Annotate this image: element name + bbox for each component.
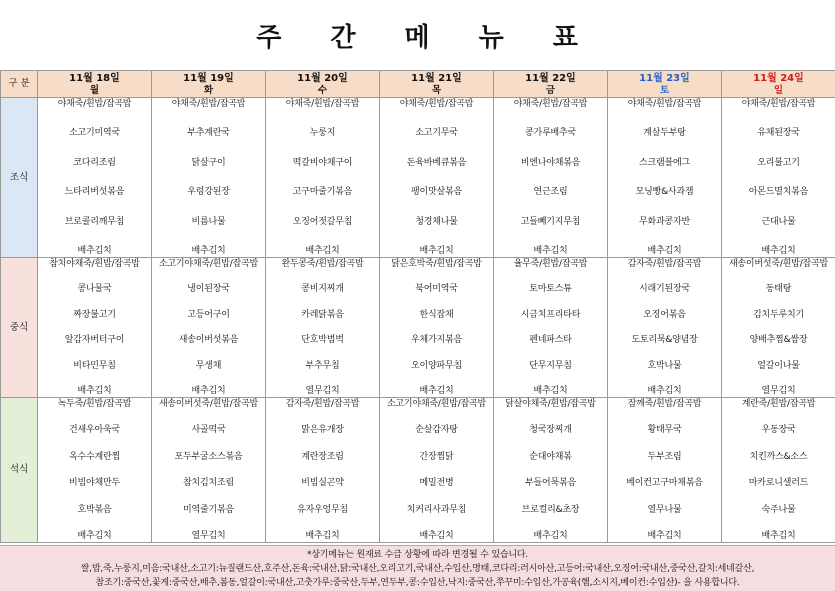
day-weekday: 토 bbox=[659, 84, 670, 96]
day-header bbox=[380, 71, 494, 98]
menu-item: 계살두부탕 bbox=[643, 128, 686, 139]
menu-item: 우렁강된장 bbox=[187, 187, 230, 198]
day-header bbox=[494, 71, 608, 98]
menu-item: 무생채 bbox=[195, 360, 222, 371]
day-weekday: 월 bbox=[89, 84, 100, 96]
menu-item: 청경채나물 bbox=[415, 216, 458, 227]
title-char: 메 bbox=[404, 22, 431, 53]
menu-item: 오리불고기 bbox=[757, 157, 800, 168]
menu-item: 청국장찌개 bbox=[529, 425, 572, 436]
menu-item: 치커리사과무침 bbox=[406, 504, 467, 515]
menu-cell bbox=[266, 98, 380, 258]
menu-items bbox=[266, 259, 379, 397]
menu-item: 콩가루배추국 bbox=[525, 128, 576, 139]
menu-item: 배추김치 bbox=[77, 246, 112, 257]
menu-item: 브로컬리&초장 bbox=[521, 504, 580, 515]
menu-item: 연근조림 bbox=[533, 187, 568, 198]
menu-items bbox=[722, 99, 835, 257]
menu-item: 야채죽/흰밥/잡곡밥 bbox=[57, 98, 132, 109]
menu-item: 부추계란국 bbox=[187, 128, 230, 139]
menu-item: 계란죽/흰밥/잡곡밥 bbox=[741, 398, 816, 409]
corner-label: 구 분 bbox=[1, 71, 38, 98]
menu-item: 녹두죽/흰밥/잡곡밥 bbox=[57, 398, 132, 409]
menu-item: 배추김치 bbox=[77, 386, 112, 397]
menu-item: 단무지무침 bbox=[529, 360, 572, 371]
day-weekday: 화 bbox=[203, 84, 214, 96]
day-weekday: 일 bbox=[773, 84, 784, 96]
menu-item: 고구마줄기볶음 bbox=[292, 187, 353, 198]
menu-item: 부추무침 bbox=[305, 360, 340, 371]
menu-item: 포두부굴소스볶음 bbox=[174, 451, 243, 462]
menu-cell bbox=[722, 258, 835, 398]
day-date: 11월 19일 bbox=[183, 72, 234, 84]
day-weekday: 목 bbox=[431, 84, 442, 96]
menu-items bbox=[494, 99, 607, 257]
meal-label: 석식 bbox=[1, 398, 38, 543]
menu-item: 소고기무국 bbox=[415, 128, 458, 139]
menu-item: 토마토스튜 bbox=[529, 284, 572, 295]
menu-item: 배추김치 bbox=[761, 246, 796, 257]
menu-item: 북어미역국 bbox=[415, 284, 458, 295]
menu-item: 소고기야채죽/흰밥/잡곡밥 bbox=[386, 398, 487, 409]
title-char: 주 bbox=[256, 22, 283, 53]
day-header bbox=[38, 71, 152, 98]
title-char: 뉴 bbox=[478, 22, 505, 53]
menu-item: 메밀전병 bbox=[419, 478, 454, 489]
menu-item: 짜장불고기 bbox=[73, 309, 116, 320]
menu-item: 야채죽/흰밥/잡곡밥 bbox=[399, 98, 474, 109]
menu-item: 비빔야채만두 bbox=[69, 478, 120, 489]
menu-item: 순대야채볶 bbox=[529, 451, 572, 462]
menu-item: 황태무국 bbox=[647, 425, 682, 436]
menu-item: 오이양파무침 bbox=[411, 360, 462, 371]
day-header bbox=[608, 71, 722, 98]
menu-item: 배추김치 bbox=[305, 246, 340, 257]
menu-item: 얼갈이나물 bbox=[757, 360, 800, 371]
menu-item: 비타민무침 bbox=[73, 360, 116, 371]
menu-item: 열무김치 bbox=[761, 386, 796, 397]
menu-item: 간장찜닭 bbox=[419, 451, 454, 462]
menu-item: 옥수수계란찜 bbox=[69, 451, 120, 462]
menu-item: 배추김치 bbox=[761, 531, 796, 542]
menu-cell bbox=[266, 398, 380, 543]
menu-item: 베이컨고구마채볶음 bbox=[626, 478, 703, 489]
menu-items bbox=[494, 399, 607, 542]
menu-item: 율무죽/흰밥/잡곡밥 bbox=[513, 258, 588, 269]
menu-cell bbox=[494, 98, 608, 258]
header-row bbox=[1, 71, 835, 98]
menu-item: 숙주나물 bbox=[761, 504, 796, 515]
menu-item: 돈육바베큐볶음 bbox=[406, 157, 467, 168]
menu-item: 콩비지찌개 bbox=[301, 284, 344, 295]
menu-item: 미역줄기볶음 bbox=[183, 504, 234, 515]
menu-item: 도토리묵&양념장 bbox=[631, 335, 698, 346]
menu-cell bbox=[722, 98, 835, 258]
menu-item: 느타리버섯볶음 bbox=[64, 187, 125, 198]
footer-notice-text: *상기메뉴는 원재료 수급 상황에 따라 변경될 수 있습니다. bbox=[307, 550, 528, 560]
menu-items bbox=[608, 259, 721, 397]
menu-item: 배추김치 bbox=[533, 531, 568, 542]
meal-label: 조식 bbox=[1, 98, 38, 258]
menu-item: 야채죽/흰밥/잡곡밥 bbox=[171, 98, 246, 109]
menu-item: 모닝빵&사과잼 bbox=[635, 187, 694, 198]
menu-item: 무화과콩자반 bbox=[639, 216, 690, 227]
day-date: 11월 21일 bbox=[411, 72, 462, 84]
meal-row-bf bbox=[1, 98, 835, 258]
menu-cell bbox=[152, 98, 266, 258]
menu-items bbox=[608, 399, 721, 542]
menu-item: 계란장조림 bbox=[301, 451, 344, 462]
menu-item: 오징어볶음 bbox=[643, 309, 686, 320]
day-date: 11월 24일 bbox=[753, 72, 804, 84]
menu-items bbox=[152, 399, 265, 542]
origin-line-2: 참조기:중국산,꽃게:중국산,배추,봄동,얼갈이:국내산,고춧가루:중국산,두부,연두부,콩:수입산,낙지:중국산,쭈꾸미:수입산,가공육(햄,소시지,베이컨:수입산)- 을 사용합니다. bbox=[95, 578, 740, 588]
menu-items bbox=[266, 99, 379, 257]
menu-items bbox=[722, 399, 835, 542]
menu-item: 유자우엉무침 bbox=[297, 504, 348, 515]
day-header bbox=[266, 71, 380, 98]
day-date: 11월 20일 bbox=[297, 72, 348, 84]
menu-item: 비름나물 bbox=[191, 216, 226, 227]
menu-item: 배추김치 bbox=[647, 531, 682, 542]
menu-cell bbox=[38, 258, 152, 398]
menu-item: 팽이맛살볶음 bbox=[411, 187, 462, 198]
menu-item: 배추김치 bbox=[305, 531, 340, 542]
menu-item: 순살감자탕 bbox=[415, 425, 458, 436]
menu-items bbox=[38, 399, 151, 542]
menu-cell bbox=[608, 398, 722, 543]
menu-items bbox=[266, 399, 379, 542]
menu-cell bbox=[152, 258, 266, 398]
day-weekday: 금 bbox=[545, 84, 556, 96]
day-date: 11월 18일 bbox=[69, 72, 120, 84]
menu-cell bbox=[494, 258, 608, 398]
menu-item: 참치김치조림 bbox=[183, 478, 234, 489]
day-date: 11월 22일 bbox=[525, 72, 576, 84]
menu-item: 카레닭볶음 bbox=[301, 309, 344, 320]
menu-item: 비엔나야채볶음 bbox=[520, 157, 581, 168]
menu-item: 야채죽/흰밥/잡곡밥 bbox=[513, 98, 588, 109]
menu-cell bbox=[266, 258, 380, 398]
menu-item: 김치두루치기 bbox=[753, 309, 804, 320]
menu-items bbox=[380, 259, 493, 397]
menu-item: 호박볶음 bbox=[77, 504, 112, 515]
day-weekday: 수 bbox=[317, 84, 328, 96]
menu-item: 고등어구이 bbox=[187, 309, 230, 320]
menu-item: 배추김치 bbox=[533, 246, 568, 257]
menu-item: 배추김치 bbox=[419, 246, 454, 257]
menu-item: 맑은유개장 bbox=[301, 425, 344, 436]
menu-item: 한식잡채 bbox=[419, 309, 454, 320]
menu-item: 감자죽/흰밥/잡곡밥 bbox=[285, 398, 360, 409]
title-char: 간 bbox=[330, 22, 357, 53]
menu-item: 고들빼기지무침 bbox=[520, 216, 581, 227]
menu-item: 잠깨죽/흰밥/잡곡밥 bbox=[627, 398, 702, 409]
menu-cell bbox=[380, 98, 494, 258]
menu-item: 누룽지 bbox=[309, 128, 336, 139]
menu-cell bbox=[494, 398, 608, 543]
menu-item: 배추김치 bbox=[77, 531, 112, 542]
menu-cell bbox=[38, 398, 152, 543]
menu-item: 감자죽/흰밥/잡곡밥 bbox=[627, 258, 702, 269]
menu-cell bbox=[608, 258, 722, 398]
footer-notice bbox=[0, 545, 835, 591]
menu-item: 열무김치 bbox=[305, 386, 340, 397]
menu-item: 우체가지볶음 bbox=[411, 335, 462, 346]
menu-cell bbox=[380, 258, 494, 398]
menu-item: 콩나물국 bbox=[77, 284, 112, 295]
menu-item: 치킨까스&소스 bbox=[749, 451, 808, 462]
menu-item: 시래기된장국 bbox=[639, 284, 690, 295]
menu-item: 아몬드멸치볶음 bbox=[748, 187, 809, 198]
menu-item: 단호박범벅 bbox=[301, 335, 344, 346]
day-date: 11월 23일 bbox=[639, 72, 690, 84]
menu-item: 우동장국 bbox=[761, 425, 796, 436]
menu-items bbox=[152, 259, 265, 397]
menu-item: 부들어묵볶음 bbox=[525, 478, 576, 489]
menu-item: 배추김치 bbox=[647, 246, 682, 257]
menu-item: 야채죽/흰밥/잡곡밥 bbox=[627, 98, 702, 109]
page-title bbox=[0, 0, 835, 70]
menu-item: 야채죽/흰밥/잡곡밥 bbox=[741, 98, 816, 109]
menu-item: 배추김치 bbox=[419, 531, 454, 542]
menu-item: 스크램블에그 bbox=[639, 157, 690, 168]
menu-item: 배추김치 bbox=[419, 386, 454, 397]
menu-item: 마카로니샐러드 bbox=[748, 478, 809, 489]
menu-items bbox=[608, 99, 721, 257]
menu-item: 동태탕 bbox=[765, 284, 792, 295]
menu-items bbox=[380, 399, 493, 542]
title-char: 표 bbox=[552, 22, 579, 53]
menu-cell bbox=[722, 398, 835, 543]
menu-items bbox=[722, 259, 835, 397]
menu-item: 배추김치 bbox=[533, 386, 568, 397]
menu-item: 떡갈비야채구이 bbox=[292, 157, 353, 168]
menu-item: 양배추찜&쌈장 bbox=[749, 335, 808, 346]
menu-item: 비빔실곤약 bbox=[301, 478, 344, 489]
day-header bbox=[152, 71, 266, 98]
meal-label: 중식 bbox=[1, 258, 38, 398]
menu-item: 새송이버섯죽/흰밥/잡곡밥 bbox=[728, 258, 829, 269]
menu-item: 냉이된장국 bbox=[187, 284, 230, 295]
menu-item: 완두콩죽/흰밥/잡곡밥 bbox=[281, 258, 364, 269]
menu-item: 두부조림 bbox=[647, 451, 682, 462]
menu-item: 참치야채죽/흰밥/잡곡밥 bbox=[49, 258, 140, 269]
day-header bbox=[722, 71, 835, 98]
menu-table bbox=[0, 70, 835, 543]
menu-items bbox=[380, 99, 493, 257]
menu-item: 닭살야채죽/흰밥/잡곡밥 bbox=[505, 398, 596, 409]
menu-item: 배추김치 bbox=[647, 386, 682, 397]
menu-item: 건새우아욱국 bbox=[69, 425, 120, 436]
meal-row-dn bbox=[1, 398, 835, 543]
menu-item: 열무김치 bbox=[191, 531, 226, 542]
menu-item: 근대나물 bbox=[761, 216, 796, 227]
menu-item: 호박나물 bbox=[647, 360, 682, 371]
menu-item: 시금치프리타타 bbox=[520, 309, 581, 320]
menu-item: 유채된장국 bbox=[757, 128, 800, 139]
menu-item: 코다리조림 bbox=[73, 157, 116, 168]
menu-item: 닭살구이 bbox=[191, 157, 226, 168]
menu-item: 소고기미역국 bbox=[69, 128, 120, 139]
menu-items bbox=[38, 99, 151, 257]
menu-items bbox=[38, 259, 151, 397]
menu-item: 오징어젓갈무침 bbox=[292, 216, 353, 227]
menu-item: 닭은호박죽/흰밥/잡곡밥 bbox=[391, 258, 482, 269]
meal-row-ln bbox=[1, 258, 835, 398]
menu-item: 알감자버터구이 bbox=[64, 335, 125, 346]
menu-item: 브로콜리깨무침 bbox=[64, 216, 125, 227]
menu-cell bbox=[152, 398, 266, 543]
menu-item: 사골떡국 bbox=[191, 425, 226, 436]
menu-cell bbox=[608, 98, 722, 258]
menu-item: 새송이버섯볶음 bbox=[178, 335, 239, 346]
menu-item: 야채죽/흰밥/잡곡밥 bbox=[285, 98, 360, 109]
menu-item: 열무나물 bbox=[647, 504, 682, 515]
menu-cell bbox=[380, 398, 494, 543]
menu-item: 새송이버섯죽/흰밥/잡곡밥 bbox=[158, 398, 259, 409]
menu-item: 소고기야채죽/흰밥/잡곡밥 bbox=[158, 258, 259, 269]
menu-item: 펜네파스타 bbox=[529, 335, 572, 346]
menu-items bbox=[494, 259, 607, 397]
menu-cell bbox=[38, 98, 152, 258]
origin-line-1: 쌀,밥,죽,누룽지,미음:국내산,소고기:뉴질랜드산,호주산,돈육:국내산,닭:국내산,오리고기,국내산,수입산,명태,코다리:러시아산,고등어:국내산,오징어:국내산,중국산,갈치:세네갈산, bbox=[80, 564, 755, 574]
menu-items bbox=[152, 99, 265, 257]
menu-item: 배추김치 bbox=[191, 246, 226, 257]
menu-item: 배추김치 bbox=[191, 386, 226, 397]
